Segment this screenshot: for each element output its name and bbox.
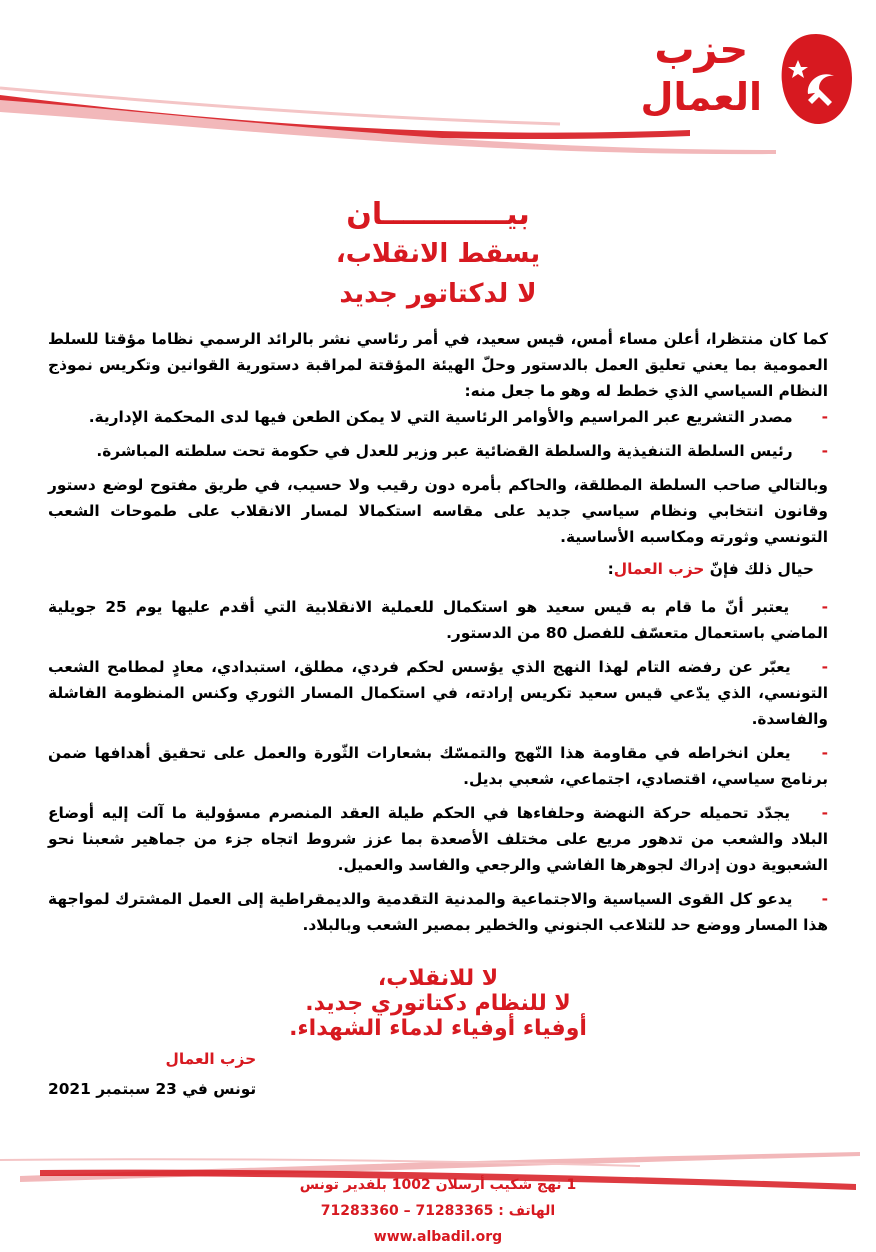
logo-line-1: حزب [654,27,749,73]
position-item-text: يعلن انخراطه في مقاومة هذا النّهج والتمسّك بشعارات الثّورة والعمل على تحقيق أهدافها ضمن برنامج سياسي، اقتصادي، اجتماعي، شعبي بديل. [48,744,828,788]
position-item-text: يعتبر أنّ ما قام به قيس سعيد هو استكمال للعملية الانقلابية التي أقدم عليها يوم 25 جويلية الماضي باستعمال متعسّف للفصل 80 من الدستور. [48,598,828,642]
star-hammer-sickle-icon [778,30,854,126]
position-item [48,654,828,732]
position-item-text: يجدّد تحميله حركة النهضة وحلفاءها في الحكم طيلة العقد المنصرم مسؤولية ما آلت إليه أوضاع البلاد والشعب من تدهور مريع على مختلف الأصعدة بما عزز شروط اتجاه جزء من جماهير شعبنا نحو الشعبوية دون إدراك لجوهرها الفاشي والرجعي والفاسد والعميل. [48,804,828,874]
stance-line [48,556,828,582]
closing-slogans [0,966,876,1041]
title-line-3: لا لدكتاتور جديد [339,279,537,309]
stance-prefix: حيال ذلك فإنّ [709,560,814,578]
slogan-line: لا للانقلاب، [377,966,499,991]
position-item [48,594,828,646]
position-item-text: يدعو كل القوى السياسية والاجتماعية والمدنية التقدمية والديمقراطية إلى العمل المشترك لمواجهة هذا المسار ووضع حد للتلاعب الجنوني والخطير بمصير الشعب وبالبلاد. [48,890,828,934]
power-item-text: مصدر التشريع عبر المراسيم والأوامر الرئاسية التي لا يمكن الطعن فيها لدى المحكمة الإدارية. [88,408,793,426]
signature-place-date: تونس في 23 سبتمبر 2021 [48,1080,257,1098]
statement-title [0,196,876,314]
slogan-line: أوفياء أوفياء لدماء الشهداء. [289,1016,587,1041]
stance-party: حزب العمال [613,560,705,578]
bullet-dash: - [821,890,829,908]
position-item [48,740,828,792]
logo-line-2: العمال [640,75,762,119]
title-line-2: يسقط الانقلاب، [335,239,541,269]
letterhead-header [0,0,876,170]
intro-paragraph: كما كان منتظرا، أعلن مساء أمس، قيس سعيد، في أمر رئاسي نشر بالرائد الرسمي نظاما مؤقتا للسلط العمومية بما يعني تعليق العمل بالدستور وحلّ الهيئة المؤقتة لمراقبة دستورية القوانين وتكريس نموذج النظام السياسي الذي خطط له وهو ما جعل منه: [48,330,828,400]
signature-block [48,1044,256,1104]
power-item [48,404,828,430]
footer-address: 1 نهج شكيب أرسلان 1002 بلفدير تونس [299,1177,577,1193]
position-item-text: يعبّر عن رفضه التام لهذا النهج الذي يؤسس لحكم فردي، مطلق، استبدادي، معادٍ لمطامح الشعب التونسي، الذي يدّعي قيس سعيد تكريس إرادته، في استكمال المسار الثوري وكنس المنظومة الفاشلة والفاسدة. [48,658,828,728]
conclusion-paragraph: وبالتالي صاحب السلطة المطلقة، والحاكم بأمره دون رقيب ولا حسيب، في طريق مفتوح لوضع دستور وقانون انتخابي ونظام سياسي جديد على مقاسه استكمالا لمسار الانقلاب على طموحات الشعب التونسي وثورته ومكاسبه الأساسية. [48,476,828,546]
bullet-dash: - [821,804,828,822]
signature-org: حزب العمال [165,1050,257,1068]
bullet-dash: - [821,442,828,460]
position-item [48,800,828,878]
position-item [48,886,828,938]
footer-phone: الهاتف : 71283365 – 71283360 [320,1203,556,1219]
bullet-dash: - [821,658,829,676]
party-logo [640,22,854,142]
bullet-dash: - [821,744,828,762]
logo-wordmark [640,27,762,119]
footer-website-link[interactable]: www.albadil.org [373,1229,503,1245]
power-item-text: رئيس السلطة التنفيذية والسلطة القضائية عبر وزير للعدل في حكومة تحت سلطته المباشرة. [96,442,793,460]
stance-suffix: : [607,560,614,578]
title-heading: بيــــــــــــان [346,197,530,232]
power-item [48,438,828,464]
footer-contact [0,1172,876,1250]
statement-body [48,326,828,946]
bullet-dash: - [821,598,829,616]
bullet-dash: - [821,408,828,426]
slogan-line: لا للنظام دكتاتوري جديد. [305,991,571,1016]
